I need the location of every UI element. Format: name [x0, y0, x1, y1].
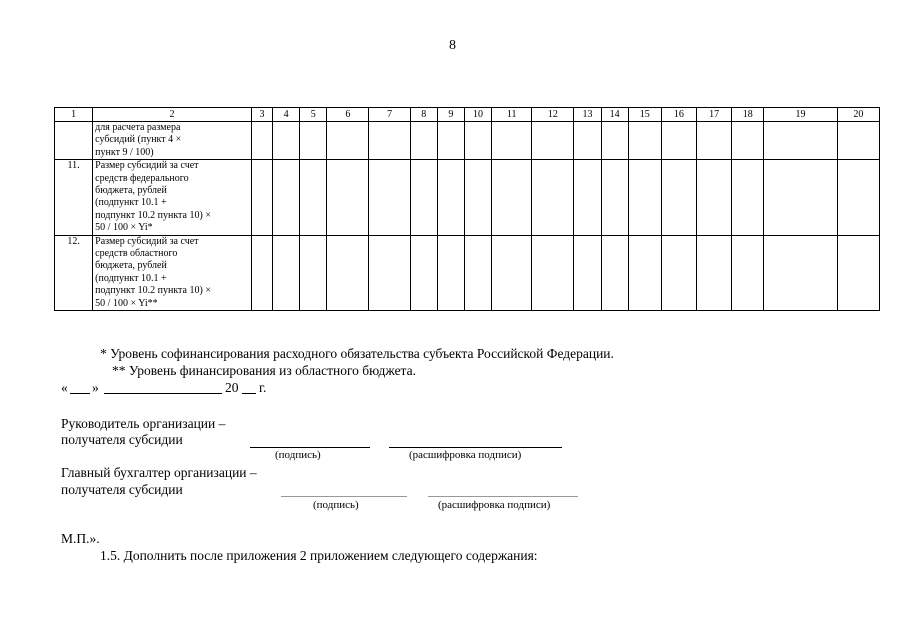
- col-header: 1: [55, 108, 93, 122]
- row-text-line: 50 / 100 × Yi**: [95, 297, 158, 309]
- row-text-line: средств федерального: [95, 172, 189, 184]
- head-decode-caption: (расшифровка подписи): [409, 449, 522, 461]
- row-text-line: пункт 9 / 100): [95, 146, 154, 158]
- col-header: 19: [764, 108, 837, 122]
- row-text-line: бюджета, рублей: [95, 260, 167, 272]
- col-header: 12: [532, 108, 574, 122]
- col-header: 5: [300, 108, 327, 122]
- col-header: 10: [464, 108, 491, 122]
- col-header: 11: [492, 108, 532, 122]
- row-number: 11.: [55, 160, 93, 235]
- col-header: 15: [628, 108, 661, 122]
- year-suffix: г.: [259, 380, 267, 395]
- col-header: 17: [697, 108, 732, 122]
- row-number: 12.: [55, 235, 93, 310]
- col-header: 6: [327, 108, 369, 122]
- col-header: 4: [273, 108, 300, 122]
- row-description: [93, 122, 252, 160]
- col-header: 16: [661, 108, 696, 122]
- col-header: 18: [732, 108, 764, 122]
- closing-paragraph: 1.5. Дополнить после приложения 2 приложением следующего содержания:: [100, 548, 538, 563]
- head-signature-caption: (подпись): [275, 449, 321, 461]
- col-header: 9: [437, 108, 464, 122]
- row-text-line: для расчета размера: [95, 122, 181, 133]
- page-number: 8: [449, 38, 456, 53]
- row-text-line: 50 / 100 × Yi*: [95, 222, 153, 234]
- head-title-line1: Руководитель организации –: [61, 416, 226, 431]
- accountant-signature-caption: (подпись): [313, 499, 359, 511]
- col-header: 20: [837, 108, 879, 122]
- row-text-line: субсидий (пункт 4 ×: [95, 134, 182, 146]
- day-blank: [70, 393, 90, 394]
- data-table: [54, 107, 880, 311]
- col-header: 14: [601, 108, 628, 122]
- accountant-title-line2: получателя субсидии: [61, 482, 183, 497]
- date-close-quote: »: [92, 380, 99, 395]
- month-blank: [104, 393, 222, 394]
- row-text-line: Размер субсидий за счет: [95, 235, 199, 247]
- row-number: [55, 122, 93, 160]
- row-description: [93, 235, 252, 310]
- row-text-line: (подпункт 10.1 +: [95, 197, 167, 209]
- head-decode-line: [389, 447, 562, 448]
- accountant-decode-line: [428, 496, 578, 497]
- date-open-quote: «: [61, 380, 68, 395]
- table-row: [55, 122, 880, 160]
- table-header-row: [55, 108, 880, 122]
- accountant-signature-line: [281, 496, 407, 497]
- col-header: 8: [410, 108, 437, 122]
- accountant-title-line1: Главный бухгалтер организации –: [61, 465, 257, 480]
- footnote-1: * Уровень софинансирования расходного обязательства субъекта Российской Федерации.: [100, 346, 614, 361]
- row-text-line: бюджета, рублей: [95, 185, 167, 197]
- row-text-line: (подпункт 10.1 +: [95, 272, 167, 284]
- footnote-2: ** Уровень финансирования из областного бюджета.: [112, 363, 416, 378]
- table-row: [55, 235, 880, 310]
- row-text-line: Размер субсидий за счет: [95, 160, 199, 172]
- col-header: 13: [574, 108, 601, 122]
- col-header: 2: [93, 108, 252, 122]
- head-title-line2: получателя субсидии: [61, 432, 183, 447]
- row-text-line: подпункт 10.2 пункта 10) ×: [95, 285, 211, 297]
- row-text-line: подпункт 10.2 пункта 10) ×: [95, 209, 211, 221]
- year-prefix: 20: [225, 380, 239, 395]
- row-description: [93, 160, 252, 235]
- table-row: [55, 160, 880, 235]
- col-header: 3: [251, 108, 272, 122]
- accountant-decode-caption: (расшифровка подписи): [438, 499, 551, 511]
- row-text-line: средств областного: [95, 248, 178, 260]
- col-header: 7: [369, 108, 410, 122]
- head-signature-line: [250, 447, 370, 448]
- year-blank: [242, 393, 256, 394]
- stamp-mark: М.П.».: [61, 531, 100, 546]
